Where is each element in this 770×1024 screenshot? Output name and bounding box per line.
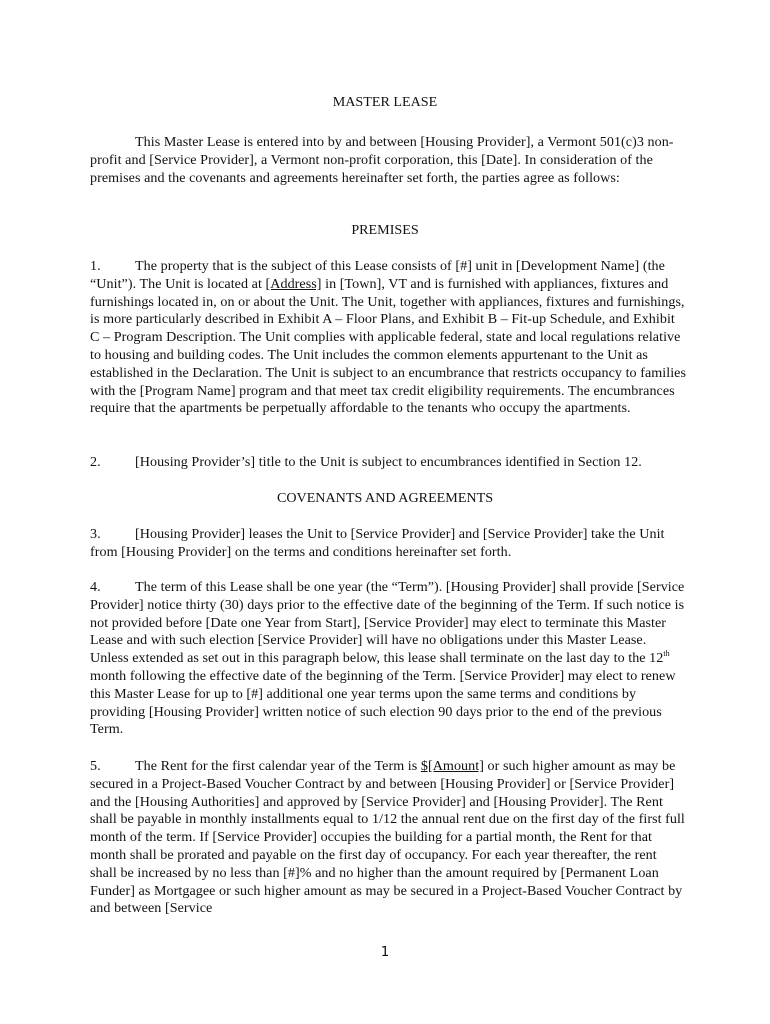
paragraph-4-text-a: The term of this Lease shall be one year (the “Term”). [Housing Provider] shall provide [Service Provider] notice thirty (30) days prior to the effective date of the beginning of the Term. If such notice is not provided before [Date one Year from Start], [Service Provider] may elect to terminate this Master Lease and with such election [Service Provider] will have no obligations under this Master Lease. Unless extended as set out in this paragraph below, this lease shall terminate on the last day to the 12 <box>90 579 685 667</box>
paragraph-4 <box>90 579 686 739</box>
document-title: MASTER LEASE <box>332 94 438 110</box>
paragraph-number: 1. <box>90 258 101 274</box>
paragraph-3 <box>90 526 686 562</box>
paragraph-4-text-b: month following the effective date of the beginning of the Term. [Service Provider] may elect to renew this Master Lease for up to [#] additional one year terms upon the same terms and conditions by providing [Housing Provider] written notice of such election 90 days prior to the end of the previous Term. <box>90 667 676 738</box>
paragraph-5-text-a: The Rent for the first calendar year of the Term is <box>135 758 421 774</box>
paragraph-1-text-b: in [Town], VT and is furnished with appliances, fixtures and furnishings located in, on or about the Unit. The Unit, together with appliances, fixtures and furnishings, is more particularly described in Exhibit A – Floor Plans, and Exhibit B – Fit-up Schedule, and Exhibit C – Program Description. The Unit complies with applicable federal, state and local regulations relative to housing and building codes. The Unit includes the common elements appurtenant to the Unit as established in the Declaration. The Unit is subject to an encumbrance that restricts occupancy to families with the [Program Name] program and that meet tax credit eligibility requirements. The encumbrances require that the apartments be perpetually affordable to the tenants who occupy the apartments. <box>90 275 686 417</box>
paragraph-number: 2. <box>90 454 101 470</box>
paragraph-1-text-a: The property that is the subject of this Lease consists of [#] unit in [Development Name] (the “Unit”). The Unit is located at <box>90 258 665 292</box>
paragraph-5 <box>90 758 686 918</box>
paragraph-number: 5. <box>90 758 101 774</box>
paragraph-3-text: [Housing Provider] leases the Unit to [Service Provider] and [Service Provider] take the Unit from [Housing Provider] on the terms and conditions hereinafter set forth. <box>90 526 665 560</box>
ordinal-suffix: th <box>663 649 670 659</box>
paragraph-1 <box>90 258 686 418</box>
covenants-heading: COVENANTS AND AGREEMENTS <box>276 490 494 506</box>
intro-text: This Master Lease is entered into by and between [Housing Provider], a Vermont 501(c)3 non-profit and [Service Provider], a Vermont non-profit corporation, this [Date]. In consideration of the premises and the covenants and agreements hereinafter set forth, the parties agree as follows: <box>90 134 674 186</box>
amount-placeholder: $[Amount] <box>420 758 484 774</box>
paragraph-5-text-b: or such higher amount as may be secured in a Project-Based Voucher Contract by and between [Housing Provider] or [Service Provider] and the [Housing Authorities] and approved by [Service Provider] and [Housing Provider]. The Rent shall be payable in monthly installments equal to 1/12 the annual rent due on the first day of the first full month of the term. If [Service Provider] occupies the building for a partial month, the Rent for that month shall be prorated and payable on the first day of occupancy. For each year thereafter, the rent shall be increased by no less than [#]% and no higher than the amount required by [Permanent Loan Funder] as Mortgagee or such higher amount as may be secured in a Project-Based Voucher Contract by and between [Service <box>90 758 685 917</box>
paragraph-number: 4. <box>90 579 101 595</box>
premises-heading: PREMISES <box>351 222 419 238</box>
intro-paragraph <box>90 134 686 187</box>
page-number: 1 <box>380 944 390 960</box>
paragraph-2 <box>90 454 686 472</box>
paragraph-2-text: [Housing Provider’s] title to the Unit is subject to encumbrances identified in Section 12. <box>135 454 642 470</box>
address-placeholder: [Address] <box>265 275 322 292</box>
paragraph-number: 3. <box>90 526 101 542</box>
